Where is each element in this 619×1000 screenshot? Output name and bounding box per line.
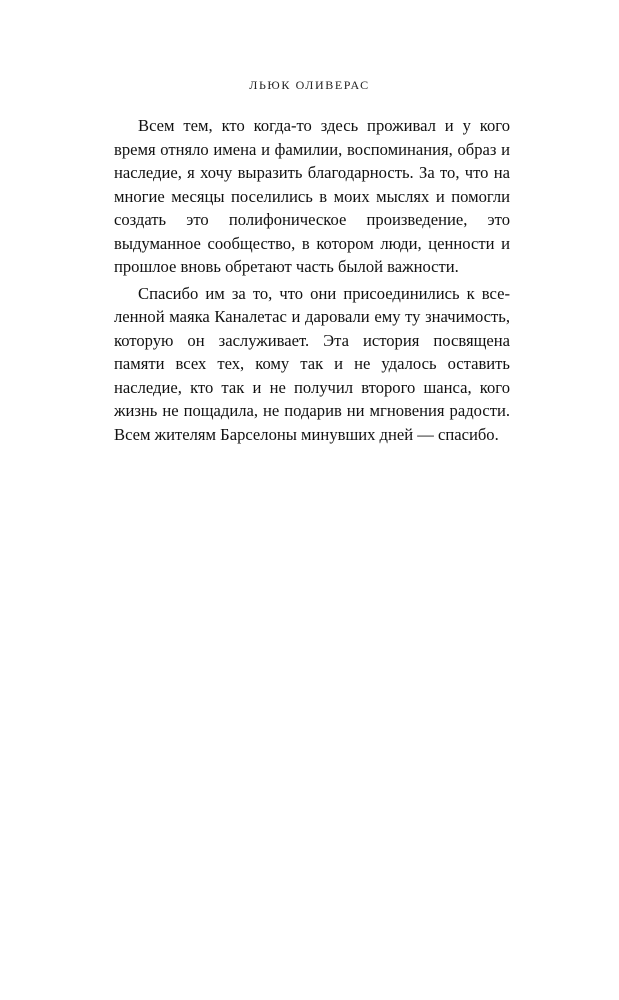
paragraph-1: Всем тем, кто когда-то здесь проживал и у кого время отняло имена и фамилии, воспоминания, образ и наследие, я хочу выразить благодарность. За то, что на многие месяцы поселились в моих мыслях и помогли создать это полифоническое произведение, это выдуманное сообщество, в котором люди, ценности и прошлое вновь обретают часть былой важности. <box>114 116 510 276</box>
paragraph-2: Спасибо им за то, что они присоединились к вселенной маяка Каналетас и даровали ему ту значимость, которую он заслуживает. Эта история посвящена памяти всех тех, кому так и не удалось оставить наследие, кто так и не получил второго шанса, кого жизнь не пощадила, не подарив ни мгновения радости. Всем жителям Барселоны минувших дней — спасибо. <box>114 283 510 444</box>
running-head-author: ЛЬЮК ОЛИВЕРАС <box>249 78 370 92</box>
body-text <box>114 114 510 446</box>
